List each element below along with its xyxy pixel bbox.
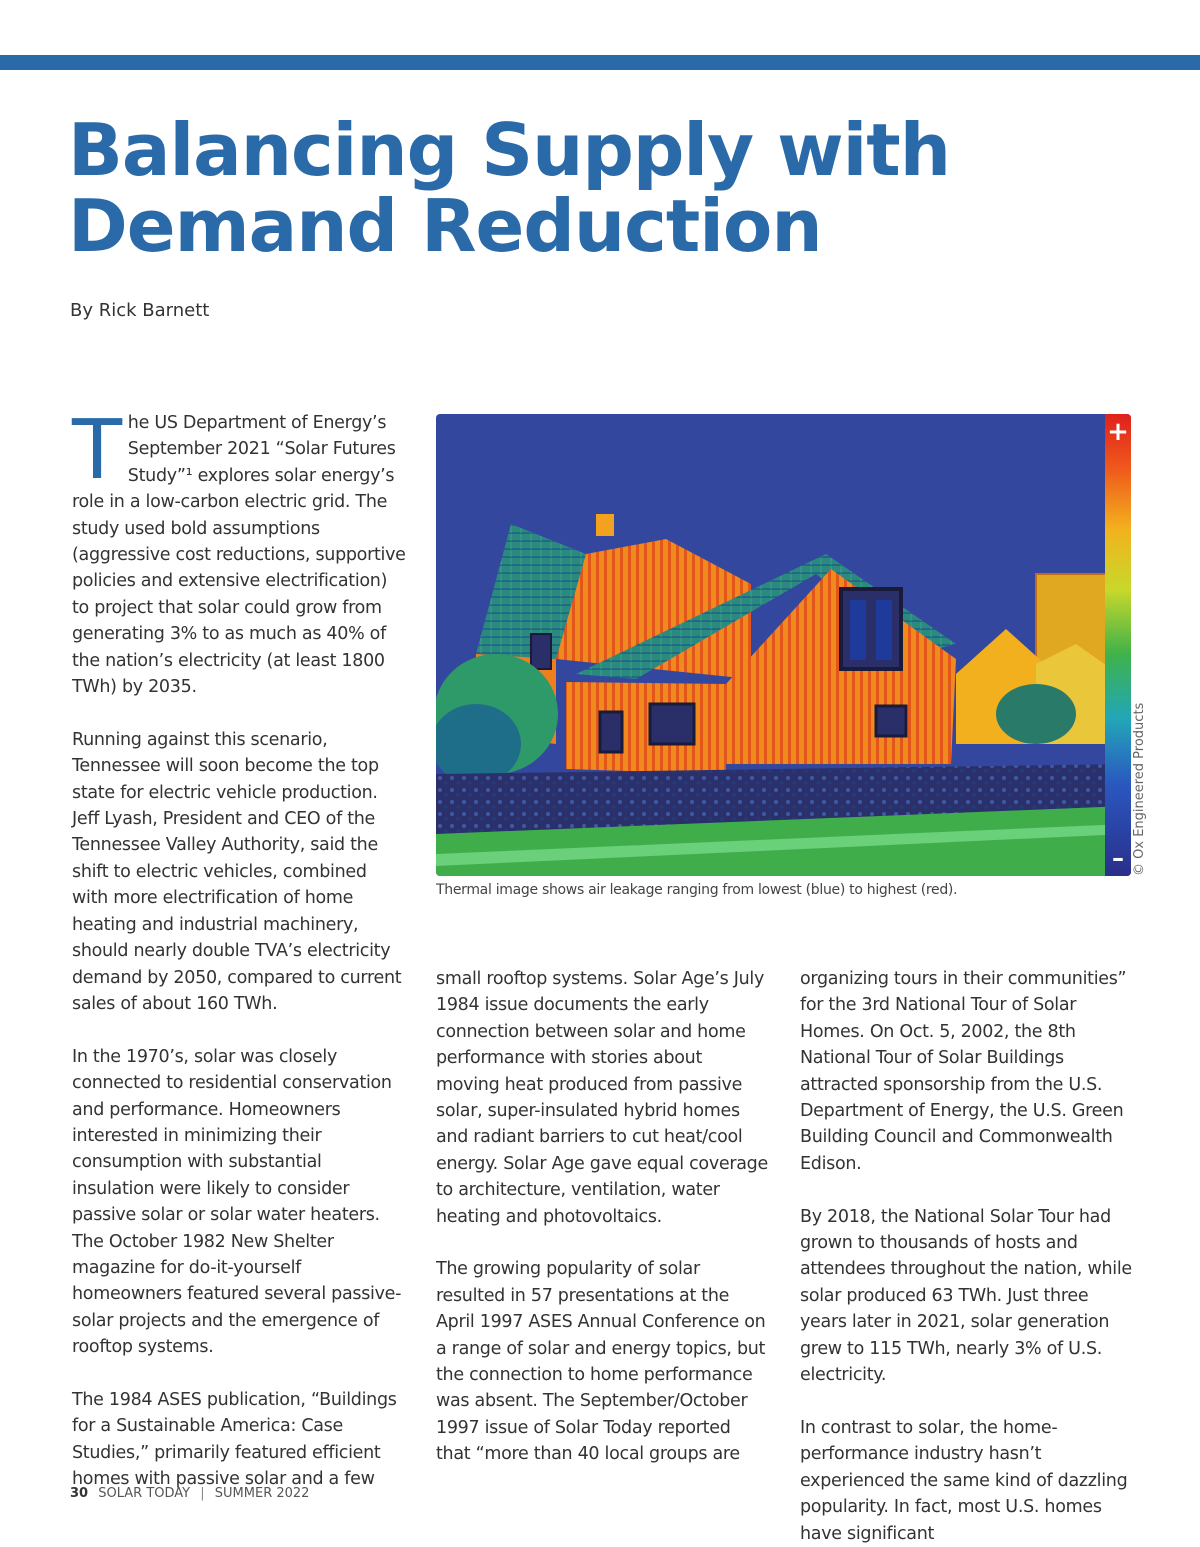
publication-name: SOLAR TODAY xyxy=(98,1486,191,1501)
paragraph: By 2018, the National Solar Tour had grown to thousands of hosts and attendees throughout the nation, while solar produced 63 TWh. Just three years later in 2021, solar generation grew to 115 TWh, nearly 3% of U.S. electricity. xyxy=(800,1206,1132,1386)
page-footer xyxy=(70,1486,309,1501)
paragraph xyxy=(72,403,406,700)
paragraph-text: he US Department of Energy’s September 2021 “Solar Futures Study”¹ explores solar energy’s role in a low-carbon electric grid. The study used bold assumptions (aggressive cost reductions, supportive policies and extensive electrification) to project that solar could grow from generating 3% to as much as 40% of the nation’s electricity (at least 1800 TWh) by 2035. xyxy=(72,413,406,698)
paragraph: The growing popularity of solar resulted in 57 presentations at the April 1997 ASES Annual Conference on a range of solar and energy topics, but the connection to home performance was absent. The September/October 1997 issue of Solar Today reported that “more than 40 local groups are xyxy=(436,1259,766,1465)
tree xyxy=(996,684,1076,744)
paragraph: In contrast to solar, the home-performance industry hasn’t experienced the same kind of dazzling popularity. In fact, most U.S. homes have significant xyxy=(800,1417,1128,1544)
window xyxy=(876,706,906,736)
window xyxy=(650,704,694,744)
thermal-house-image xyxy=(436,414,1131,876)
window xyxy=(600,712,622,752)
paragraph: The 1984 ASES publication, “Buildings for a Sustainable America: Case Studies,” primarily featured efficient homes with passive solar and a few xyxy=(72,1389,397,1490)
column-3 xyxy=(800,966,1134,1547)
title-line-1: Balancing Supply with xyxy=(68,108,950,192)
scale-plus-icon: + xyxy=(1107,417,1129,447)
figure-caption: Thermal image shows air leakage ranging from lowest (blue) to highest (red). xyxy=(436,882,958,898)
paragraph: small rooftop systems. Solar Age’s July 1984 issue documents the early connection between solar and home performance with stories about moving heat produced from passive solar, super-insulated hybrid homes and radiant barriers to cut heat/cool energy. Solar Age gave equal coverage to architecture, ventilation, water heating and photovoltaics. xyxy=(436,969,768,1227)
window xyxy=(531,634,551,669)
top-accent-bar xyxy=(0,55,1200,70)
issue-name: SUMMER 2022 xyxy=(214,1486,310,1501)
footer-separator: | xyxy=(200,1486,205,1501)
drop-cap: T xyxy=(72,403,122,498)
temperature-scale xyxy=(1105,414,1131,876)
byline: By Rick Barnett xyxy=(70,300,210,321)
column-1 xyxy=(72,403,406,1493)
main-side-wall xyxy=(566,682,726,774)
photo-credit: © Ox Engineered Products xyxy=(1132,702,1147,876)
title-line-2: Demand Reduction xyxy=(68,184,822,268)
scale-minus-icon: – xyxy=(1112,844,1124,872)
paragraph: organizing tours in their communities” for the 3rd National Tour of Solar Homes. On Oct. 5, 2002, the 8th National Tour of Solar Buildings attracted sponsorship from the U.S. Department of Energy, the U.S. Green Building Council and Commonwealth Edison. xyxy=(800,969,1127,1174)
paragraph: In the 1970’s, solar was closely connected to residential conservation and performance. Homeowners interested in minimizing their consumption with substantial insulation were likely to consider passive solar or solar water heaters. The October 1982 New Shelter magazine for do-it-yourself homeowners featured several passive-solar projects and the emergence of rooftop systems. xyxy=(72,1046,402,1358)
page-number: 30 xyxy=(70,1486,89,1501)
article-title xyxy=(68,108,1068,268)
column-2 xyxy=(436,966,770,1468)
paragraph: Running against this scenario, Tennessee will soon become the top state for electric vehicle production. Jeff Lyash, President and CEO of the Tennessee Valley Authority, said the shift to electric vehicles, combined with more electrification of home heating and industrial machinery, should nearly double TVA’s electricity demand by 2050, compared to current sales of about 160 TWh. xyxy=(72,729,402,1014)
